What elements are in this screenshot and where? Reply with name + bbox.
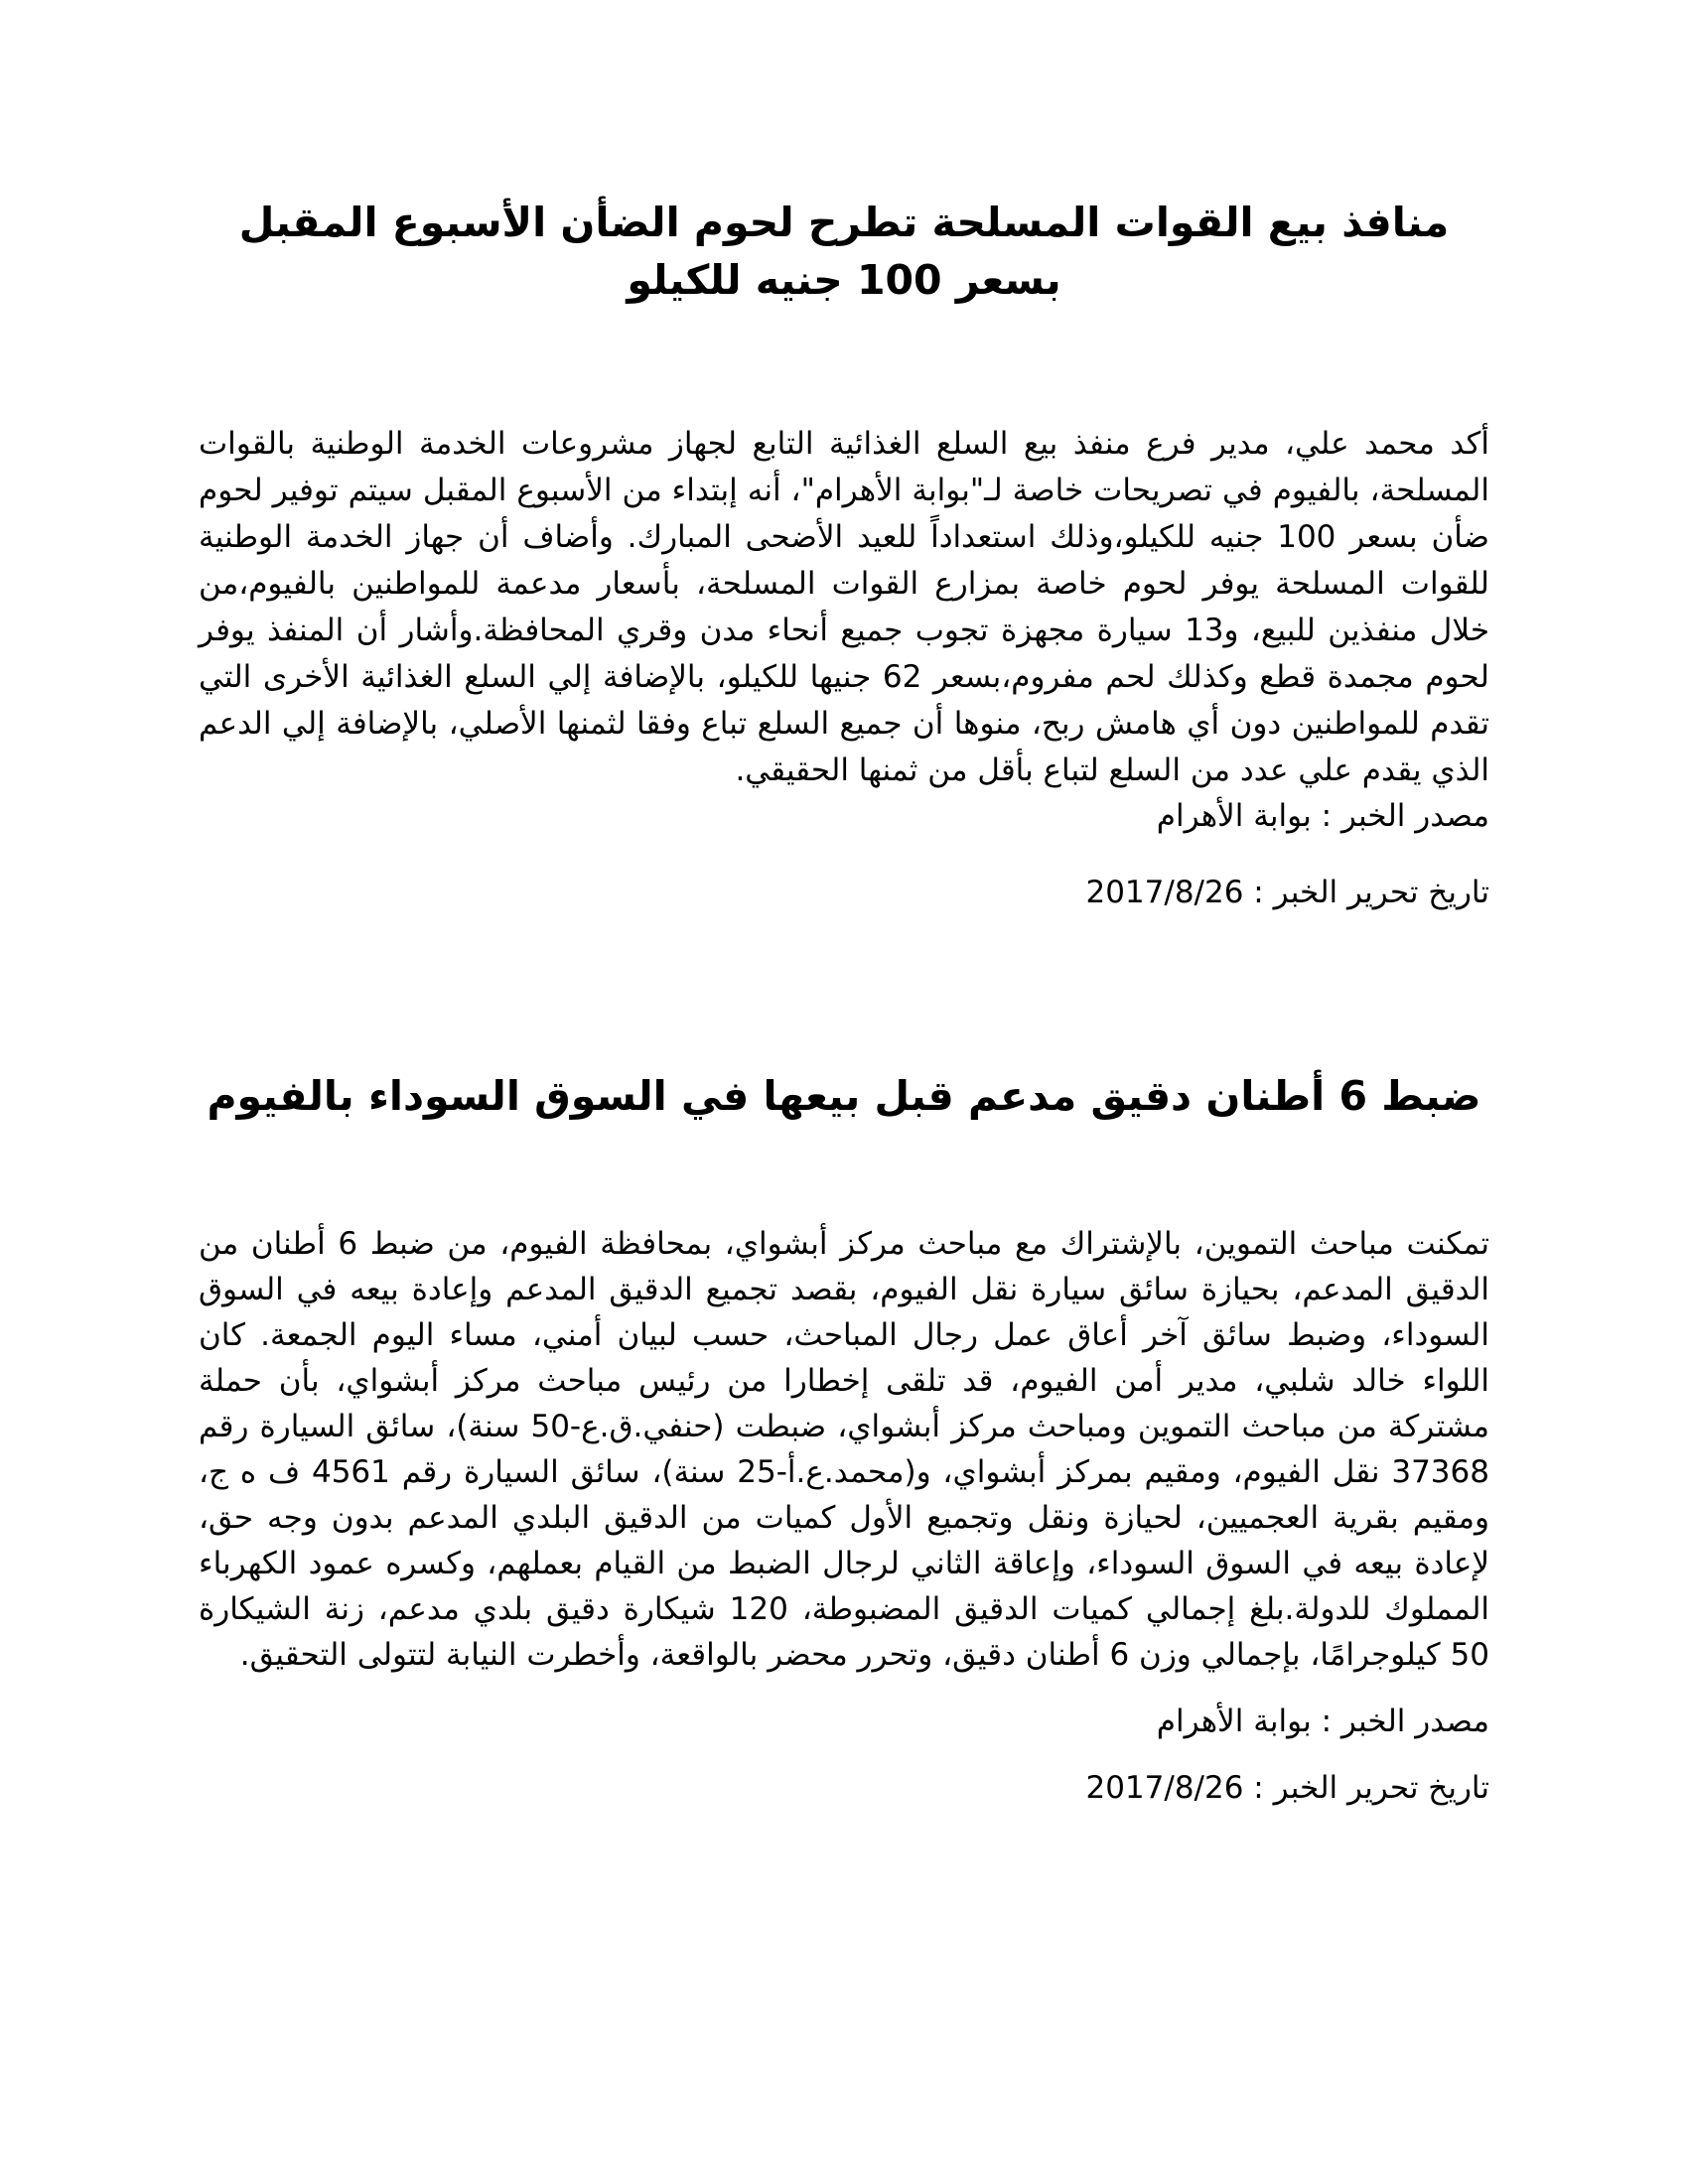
edit-date-line [199, 1766, 1489, 1810]
news-source-value: بوابة الأهرام [1156, 798, 1312, 834]
news-source-line [199, 1700, 1489, 1743]
article-body: تمكنت مباحث التموين، بالإشتراك مع مباحث مركز أبشواي، بمحافظة الفيوم، من ضبط 6 أطنان من الدقيق المدعم، بحيازة سائق سيارة نقل الفيوم، بقصد تجميع الدقيق المدعم وإعادة بيعه في السوق السوداء، وضبط سائق آخر أعاق عمل رجال المباحث، حسب لبيان أمني، مساء اليوم الجمعة. كان اللواء خالد شلبي، مدير أمن الفيوم، قد تلقى إخطارا من رئيس مباحث مركز أبشواي، بأن حملة مشتركة من مباحث التموين ومباحث مركز أبشواي، ضبطت (حنفي.ق.ع-50 سنة)، سائق السيارة رقم 37368 نقل الفيوم، ومقيم بمركز أبشواي، و(محمد.ع.أ-25 سنة)، سائق السيارة رقم 4561 ف ه ج، ومقيم بقرية العجميين، لحيازة ونقل وتجميع الأول كميات من الدقيق البلدي المدعم بدون وجه حق، لإعادة بيعه في السوق السوداء، وإعاقة الثاني لرجال الضبط من القيام بعملهم، وكسره عمود الكهرباء المملوك للدولة.بلغ إجمالي كميات الدقيق المضبوطة، 120 شيكارة دقيق بلدي مدعم، زنة الشيكارة 50 كيلوجرامًا، بإجمالي وزن 6 أطنان دقيق، وتحرر محضر بالواقعة، وأخطرت النيابة لتتولى التحقيق. [199, 1226, 1490, 1673]
edit-date-label: تاريخ تحرير الخبر : [1243, 875, 1489, 910]
article-body: أكد محمد علي، مدير فرع منفذ بيع السلع الغذائية التابع لجهاز مشروعات الخدمة الوطنية بالقوات المسلحة، بالفيوم في تصريحات خاصة لـ"بوابة الأهرام"، أنه إبتداء من الأسبوع المقبل سيتم توفير لحوم ضأن بسعر 100 جنيه للكيلو،وذلك استعداداً للعيد الأضحى المبارك. وأضاف أن جهاز الخدمة الوطنية للقوات المسلحة يوفر لحوم خاصة بمزارع القوات المسلحة، بأسعار مدعمة للمواطنين بالفيوم،من خلال منفذين للبيع، و13 سيارة مجهزة تجوب جميع أنحاء مدن وقري المحافظة.وأشار أن المنفذ يوفر لحوم مجمدة قطع وكذلك لحم مفروم،بسعر 62 جنيها للكيلو، بالإضافة إلي السلع الغذائية الأخرى التي تقدم للمواطنين دون أي هامش ربح، منوها أن جميع السلع تباع وفقا لثمنها الأصلي، بالإضافة إلي الدعم الذي يقدم علي عدد من السلع لتباع بأقل من ثمنها الحقيقي. [199, 426, 1489, 788]
edit-date-value: 2017/8/26 [1085, 875, 1244, 910]
article-headline: ضبط 6 أطنان دقيق مدعم قبل بيعها في السوق السوداء بالفيوم [207, 1072, 1481, 1120]
article-subsidized-flour [199, 1067, 1489, 1810]
edit-date-label: تاريخ تحرير الخبر : [1243, 1770, 1489, 1806]
news-source-label: مصدر الخبر : [1312, 798, 1489, 834]
news-source-line [199, 794, 1489, 838]
edit-date-line [199, 871, 1489, 914]
edit-date-value: 2017/8/26 [1085, 1770, 1244, 1806]
news-source-value: بوابة الأهرام [1156, 1704, 1312, 1739]
article-armed-forces-lamb [199, 194, 1489, 914]
news-source-label: مصدر الخبر : [1312, 1704, 1489, 1739]
article-headline: منافذ بيع القوات المسلحة تطرح لحوم الضأن الأسبوع المقبل بسعر 100 جنيه للكيلو [238, 199, 1450, 304]
